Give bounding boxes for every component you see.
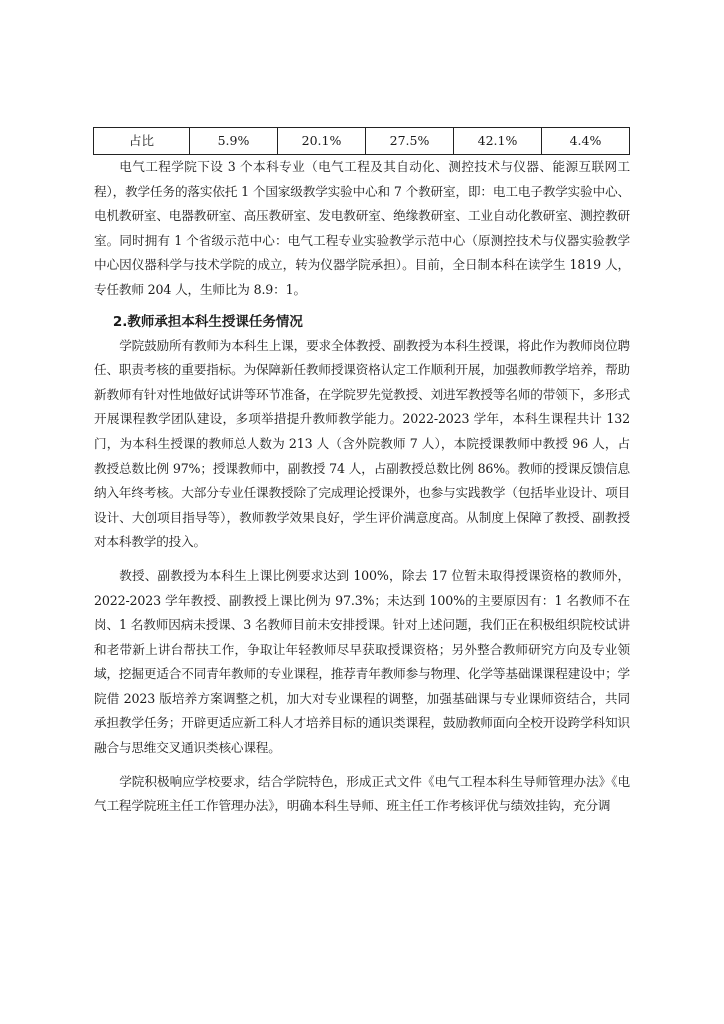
paragraph-department-overview: 电气工程学院下设 3 个本科专业（电气工程及其自动化、测控技术与仪器、能源互联网工程），教学任务的落实依托 1 个国家级教学实验中心和 7 个教研室，即：电工电子教学实验中心、电机教研室、电器教研室、高压教研室、发电教研室、绝缘教研室、工业自动化教研室、测控教研室。同时拥有 1 个省级示范中心：电气工程专业实验教学示范中心（原测控技术与仪器实验教学中心因仪器科学与技术学院的成立，转为仪器学院承担）。目前，全日制本科在读学生 1819 人，专任教师 204 人，生师比为 8.9：1。 xyxy=(94,159,630,297)
table-cell: 5.9% xyxy=(190,128,278,155)
ratio-table xyxy=(93,127,630,155)
section-heading: 2.教师承担本科生授课任务情况 xyxy=(112,313,303,330)
paragraph-teaching-ratio: 教授、副教授为本科生上课比例要求达到 100%，除去 17 位暂未取得授课资格的教师外，2022-2023 学年教授、副教授上课比例为 97.3%；未达到 100%的主要原因有：1 名教师不在岗、1 名教师因病未授课、3 名教师目前未安排授课。针对上述问题，我们正在积极组织院校试讲和老带新上讲台帮扶工作，争取让年轻教师尽早获取授课资格；另外整合教师研究方向及专业领域，挖掘更适合不同青年教师的专业课程，推荐青年教师参与物理、化学等基础课课程建设中；学院借 2023 版培养方案调整之机，加大对专业课程的调整，加强基础课与专业课师资结合，共同承担教学任务；开辟更适应新工科人才培养目标的通识类课程，鼓励教师面向全校开设跨学科知识融合与思维交叉通识类核心课程。 xyxy=(94,567,630,756)
table-cell: 4.4% xyxy=(542,128,630,155)
document-body xyxy=(94,155,630,819)
paragraph-advisor-policy: 学院积极响应学校要求，结合学院特色，形成正式文件《电气工程本科生导师管理办法》《电气工程学院班主任工作管理办法》，明确本科生导师、班主任工作考核评优与绩效挂钩，充分调 xyxy=(94,773,630,814)
row-label-cell: 占比 xyxy=(94,128,190,155)
table-cell: 20.1% xyxy=(278,128,366,155)
table-cell: 27.5% xyxy=(366,128,454,155)
table-row xyxy=(94,128,630,155)
table-cell: 42.1% xyxy=(454,128,542,155)
paragraph-teaching-duties: 学院鼓励所有教师为本科生上课，要求全体教授、副教授为本科生授课，将此作为教师岗位聘任、职责考核的重要指标。为保障新任教师授课资格认定工作顺利开展，加强教师教学培养，帮助新教师有针对性地做好试讲等环节准备，在学院罗先觉教授、刘进军教授等名师的带领下，多形式开展课程教学团队建设，多项举措提升教师教学能力。2022-2023 学年，本科生课程共计 132 门，为本科生授课的教师总人数为 213 人（含外院教师 7 人），本院授课教师中教授 96 人，占教授总数比例 97%；授课教师中，副教授 74 人，占副教授总数比例 86%。教师的授课反馈信息纳入年终考核。大部分专业任课教授除了完成理论授课外，也参与实践教学（包括毕业设计、项目设计、大创项目指导等），教师教学效果良好，学生评价满意度高。从制度上保障了教授、副教授对本科教学的投入。 xyxy=(94,337,630,550)
